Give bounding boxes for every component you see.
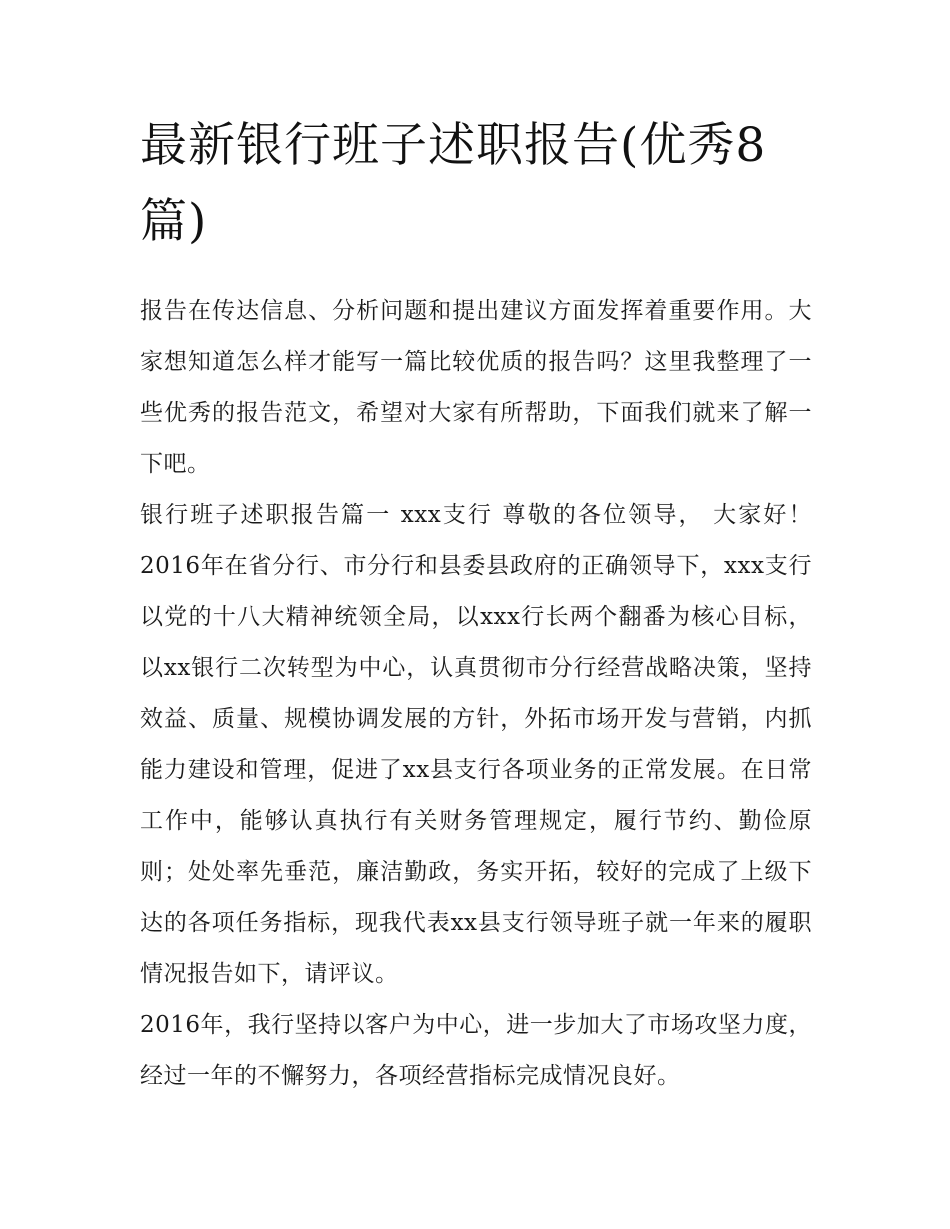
intro-paragraph: 报告在传达信息、分析问题和提出建议方面发挥着重要作用。大家想知道怎么样才能写一篇比较优质的报告吗？这里我整理了一些优秀的报告范文，希望对大家有所帮助，下面我们就来了解一下吧。: [140, 298, 812, 477]
document-title: 最新银行班子述职报告(优秀8篇): [140, 118, 767, 249]
document-body: [140, 108, 812, 1102]
summary-paragraph: 2016年，我行坚持以客户为中心，进一步加大了市场攻坚力度，经过一年的不懈努力，各项经营指标完成情况良好。: [140, 1012, 812, 1089]
report-paragraph: 银行班子述职报告篇一 xxx支行 尊敬的各位领导， 大家好！2016年在省分行、市分行和县委县政府的正确领导下，xxx支行以党的十八大精神统领全局，以xxx行长两个翻番为核心目标，以xx银行二次转型为中心，认真贯彻市分行经营战略决策，坚持效益、质量、规模协调发展的方针，外拓市场开发与营销，内抓能力建设和管理，促进了xx县支行各项业务的正常发展。在日常工作中，能够认真执行有关财务管理规定，履行节约、勤俭原则；处处率先垂范，廉洁勤政，务实开拓，较好的完成了上级下达的各项任务指标，现我代表xx县支行领导班子就一年来的履职情况报告如下，请评议。: [140, 502, 812, 987]
